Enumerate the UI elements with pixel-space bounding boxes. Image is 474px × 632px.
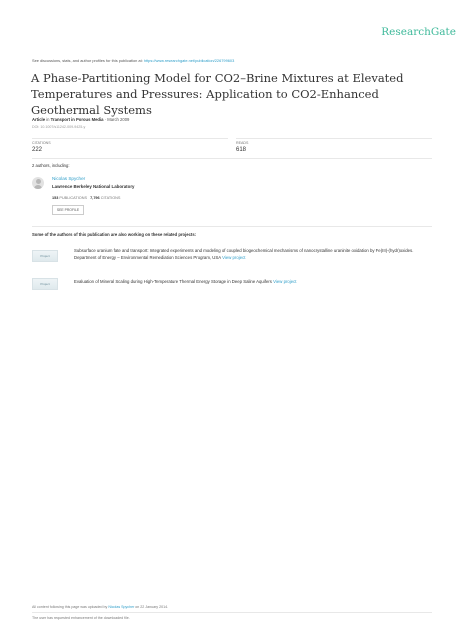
see-profile-button[interactable]: SEE PROFILE: [52, 205, 84, 215]
author-citations-count: 7,796: [90, 196, 100, 200]
project-title: Evaluation of Mineral Scaling during High-Temperature Thermal Energy Storage in Deep Saline Aquifers: [74, 279, 272, 284]
journal-name[interactable]: Transport in Porous Media: [50, 117, 104, 122]
authors-heading: 2 authors, including:: [32, 163, 70, 168]
divider: [236, 138, 432, 139]
project-thumbnail[interactable]: Project: [32, 278, 58, 290]
upload-date: on 22 January 2014.: [135, 605, 169, 609]
discussions-text: See discussions, stats, and author profiles for this publication at:: [32, 58, 143, 63]
enhancement-note: The user has requested enhancement of the downloaded file.: [32, 616, 130, 620]
publication-date: March 2009: [107, 117, 130, 122]
meta-separator: ·: [104, 117, 107, 122]
divider: [32, 612, 432, 613]
in-label: in: [46, 117, 50, 122]
projects-heading: Some of the authors of this publication are also working on these related projects:: [32, 232, 197, 237]
project-item: [74, 248, 434, 261]
discussions-line: [32, 58, 234, 63]
author-citations-label: CITATIONS: [100, 196, 121, 200]
citations-count: 222: [32, 147, 43, 153]
view-project-link[interactable]: View project: [222, 254, 246, 260]
author-avatar[interactable]: [32, 177, 44, 189]
doi: DOI: 10.1007/s11242-009-9425-y: [32, 125, 86, 129]
author-name[interactable]: Nicolas Spycher: [52, 176, 86, 181]
upload-note: [32, 605, 168, 609]
reads-count: 618: [236, 147, 247, 153]
project-title: Subsurface uranium fate and transport: Integrated experiments and modeling of coupled biogeochemical mechanisms of nanocrystalline uraninite oxidation by Fe(III)-(hydr)oxides. Department of Energy – Environmental Remediation Sciences Program, USA: [74, 248, 414, 260]
publication-url-link[interactable]: https://www.researchgate.net/publication/226799603: [143, 58, 235, 63]
citations-label: CITATIONS: [32, 141, 51, 145]
author-publications-count: 153: [52, 196, 59, 200]
article-type: Article: [32, 117, 46, 122]
author-institution: Lawrence Berkeley National Laboratory: [52, 184, 135, 189]
publication-title: A Phase-Partitioning Model for CO2–Brine Mixtures at Elevated Temperatures and Pressures: Application to CO2-Enhanced Geothermal Systems: [31, 71, 404, 117]
researchgate-logo[interactable]: ResearchGate: [381, 26, 456, 38]
divider: [32, 138, 228, 139]
divider: [32, 158, 432, 159]
publication-meta: [32, 117, 129, 122]
reads-label: READS: [236, 141, 249, 145]
project-thumbnail[interactable]: Project: [32, 250, 58, 262]
view-project-link[interactable]: View project: [273, 279, 297, 284]
project-item: [74, 279, 434, 286]
author-stats: [52, 196, 120, 200]
upload-prefix: All content following this page was uploaded by: [32, 605, 108, 609]
author-publications-label: PUBLICATIONS: [59, 196, 87, 200]
divider: [32, 226, 432, 227]
uploader-link[interactable]: Nicolas Spycher: [108, 605, 135, 609]
